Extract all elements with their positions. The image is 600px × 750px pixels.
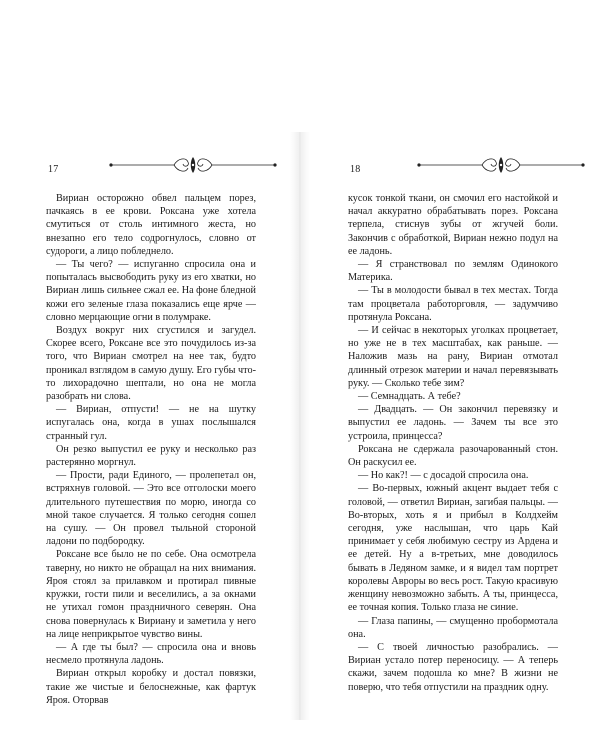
paragraph: кусок тонкой ткани, он смочил его настойкой и начал аккуратно обрабатывать порез. Роксана терпела, стиснув зубы от жгучей боли. Закончив с обработкой, Вириан нежно подул на ее ладонь. (348, 193, 558, 257)
paragraph: Роксана не сдержала разочарованный стон. Он раскусил ее. (348, 443, 558, 469)
paragraph: — Во-первых, южный акцент выдает тебя с головой, — ответил Вириан, загибая пальцы. — Во-вторых, хоть я и прибыл в Колдхейм сегодня, уже наслышан, что царь Кай принимает у себя любимую сестру из Ардена и ее детей. Ну а в-третьих, мне доводилось бывать в Ледяном замке, и я видел там портрет королевы Авроры во весь рост. Такую красивую женщину невозможно забыть. А ты, принцесса, ее точная копия. Только глаза не синие. (348, 483, 558, 614)
paragraph: Он резко выпустил ее руку и несколько раз растерянно моргнул. (46, 443, 256, 469)
paragraph: — Я странствовал по землям Одинокого Материка. (348, 259, 558, 284)
paragraph: — Ты чего? — испуганно спросила она и попыталась высвободить руку из его хватки, но Вириан лишь сильнее сжал ее. На фоне бледной кожи его зеленые глаза показались еще ярче — словно мерцающие огни в полумраке. (46, 259, 256, 323)
left-page-header (10, 154, 288, 176)
right-page-header (312, 154, 590, 176)
right-page-number: 18 (350, 164, 361, 175)
paragraph: — Ты в молодости бывал в тех местах. Тогда там процветала работорговля, — задумчиво протянула Роксана. (348, 285, 558, 323)
left-page-number: 17 (48, 164, 59, 175)
left-page (10, 132, 288, 720)
paragraph: — И сейчас в некоторых уголках процветает, но уже не в тех масштабах, как раньше. — Наложив мазь на рану, Вириан отмотал длинный отрезок материи и начал перевязывать руку. — Сколько тебе зим? (348, 325, 558, 389)
paragraph: — Семнадцать. А тебе? (358, 391, 461, 403)
paragraph: — Глаза папины, — смущенно пробормотала она. (348, 615, 558, 640)
scroll-flourish-icon (108, 154, 278, 176)
paragraph: Воздух вокруг них сгустился и загудел. Скорее всего, Роксане все это почудилось из-за того, что Вириан смотрел на нее так, будто проникал взглядом в самую душу. Его губы что-то лихорадочно шептали, но она не могла разобрать ни слова. (46, 325, 256, 403)
paragraph: Вириан осторожно обвел пальцем порез, пачкаясь в ее крови. Роксана уже хотела смутиться от столь интимного жеста, но внезапно его тело содрогнулось, словно от судороги, а лицо побледнело. (46, 193, 256, 257)
paragraph: — Но как?! — с досадой спросила она. (358, 470, 529, 482)
paragraph: Роксане все было не по себе. Она осмотрела таверну, но никто не обращал на них внимания. Яроя стоял за прилавком и протирал пивные кружки, гости пили и веселились, а за окнами не утихал гомон праздничного северян. Она снова повернулась к Вириану и заметила у него на лице неприкрытое чувство вины. (46, 549, 256, 640)
paragraph: — Прости, ради Единого, — пролепетал он, встряхнув головой. — Это все отголоски моего длительного путешествия по морю, иногда со мной такое случается. Я только сегодня сошел на сушу. — Он провел тыльной стороной ладони по подбородку. (46, 470, 256, 548)
paragraph: — С твоей личностью разобрались. — Вириан устало потер переносицу. — А теперь скажи, зачем подошла ко мне? В жизни не поверю, что тебя отпустили на праздник одну. (348, 641, 558, 693)
paragraph: — Двадцать. — Он закончил перевязку и выпустил ее ладонь. — Зачем ты все это устроила, принцесса? (348, 404, 558, 442)
paragraph: — А где ты был? — спросила она и вновь несмело протянула ладонь. (46, 641, 256, 667)
book-gutter (290, 132, 310, 720)
paragraph: Вириан открыл коробку и достал повязки, такие же чистые и белоснежные, как фартук Яроя. Оторвав (46, 668, 256, 706)
scroll-flourish-icon (416, 154, 586, 176)
paragraph: — Вириан, отпусти! — не на шутку испугалась она, когда в ушах послышался странный гул. (46, 404, 256, 442)
right-page (312, 132, 590, 720)
left-page-text (46, 192, 256, 707)
right-page-text (348, 192, 558, 694)
